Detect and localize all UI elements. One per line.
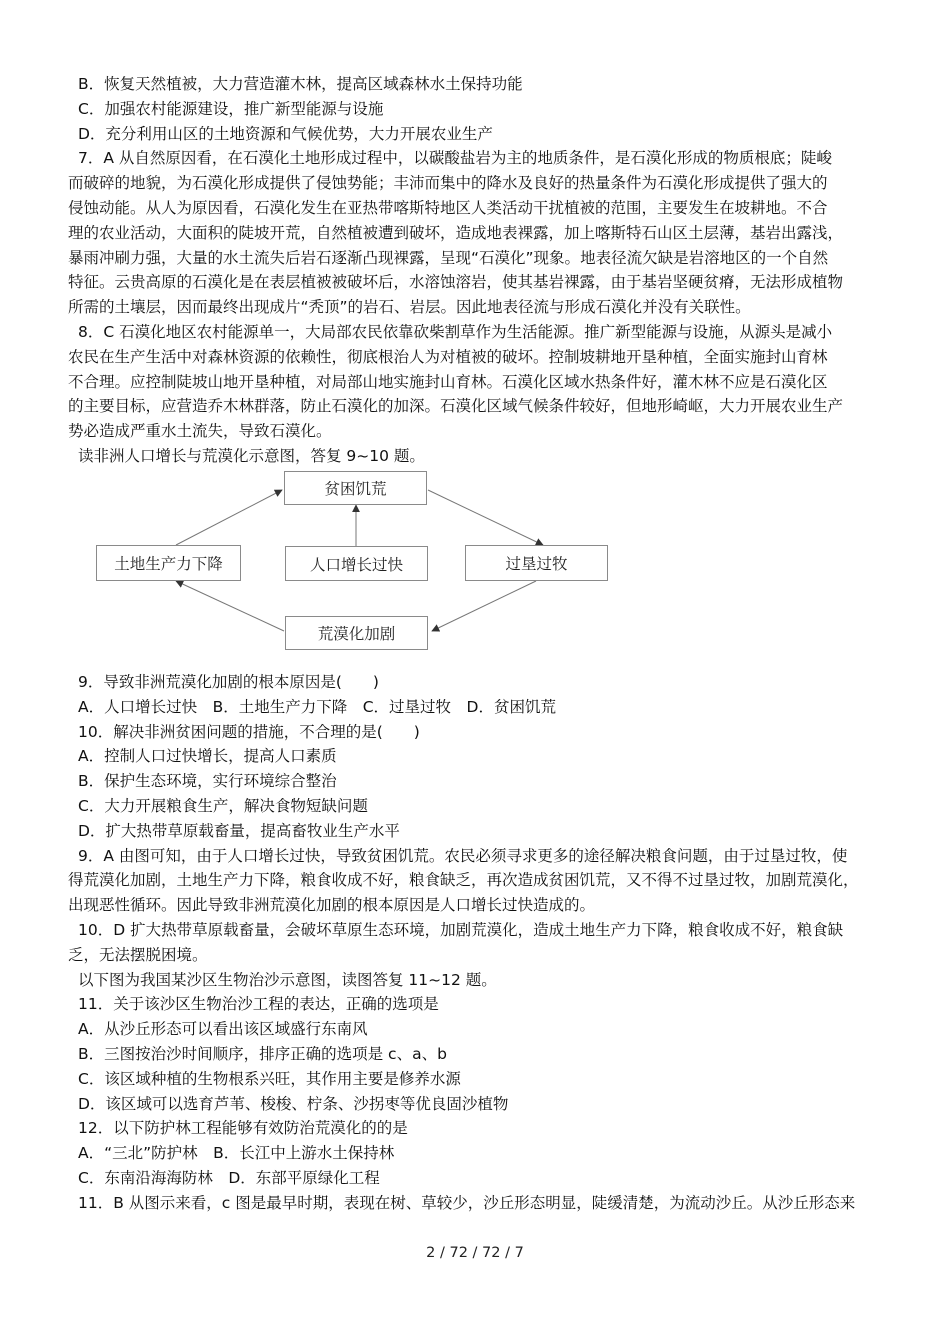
text-line: 而破碎的地貌，为石漠化形成提供了侵蚀势能；丰沛而集中的降水及良好的热量条件为石漠化形成提供了强大的 [68,174,828,193]
text-line: 12．以下防护林工程能够有效防治荒漠化的的是 [78,1119,408,1138]
box-land-productivity-decline: 土地生产力下降 [96,545,241,581]
text-line: 乏，无法摆脱困境。 [68,945,208,964]
text-line: 11．关于该沙区生物治沙工程的表达，正确的选项是 [78,995,439,1014]
box-overcultivation-overgrazing: 过垦过牧 [465,545,608,581]
text-line: 特征。云贵高原的石漠化是在表层植被被破坏后，水溶蚀溶岩，使其基岩裸露，由于基岩坚硬贫瘠，无法形成植物 [68,273,844,292]
text-line: 7．A 从自然原因看，在石漠化土地形成过程中，以碳酸盐岩为主的地质条件，是石漠化形成的物质根底；陡峻 [78,149,832,168]
text-line: 读非洲人口增长与荒漠化示意图，答复 9~10 题。 [78,447,425,465]
box-poverty-famine: 贫困饥荒 [284,471,427,505]
text-line: C．大力开展粮食生产，解决食物短缺问题 [78,797,368,815]
arrow-left-to-top [176,490,282,545]
text-line: D．充分利用山区的土地资源和气候优势，大力开展农业生产 [78,124,493,143]
text-line: 不合理。应控制陡坡山地开垦种植，对局部山地实施封山育林。石漠化区域水热条件好，灌木林不应是石漠化区 [68,372,828,391]
text-line: 以下图为我国某沙区生物治沙示意图，读图答复 11~12 题。 [78,970,497,989]
text-line: 10．解决非洲贫困问题的措施，不合理的是( ) [78,722,420,741]
text-line: C．该区域种植的生物根系兴旺，其作用主要是修养水源 [78,1069,461,1088]
text-line: A．“三北”防护林 B．长江中上游水土保持林 [78,1144,395,1163]
text-line: 的主要目标，应营造乔木林群落，防止石漠化的加深。石漠化区域气候条件较好，但地形崎岖，大力开展农业生产 [68,397,844,416]
text-line: 暴雨冲刷力强，大量的水土流失后岩石逐渐凸现裸露，呈现“石漠化”现象。地表径流欠缺是岩溶地区的一个自然 [68,248,829,267]
arrow-top-to-right [428,490,543,545]
text-line: C．东南沿海海防林 D．东部平原绿化工程 [78,1169,380,1187]
text-line: 9．导致非洲荒漠化加剧的根本原因是( ) [78,673,379,691]
page-footer: 2 / 72 / 72 / 7 [426,1245,524,1261]
box-desertification-intensified: 荒漠化加剧 [285,616,428,650]
text-line: 农民在生产生活中对森林资源的依赖性，彻底根治人为对植被的破坏。控制坡耕地开垦种植，全面实施封山育林 [68,347,828,366]
text-line: 侵蚀动能。从人为原因看，石漠化发生在亚热带喀斯特地区人类活动干扰植被的范围，主要发生在坡耕地。不合 [68,199,828,217]
text-line: C．加强农村能源建设，推广新型能源与设施 [78,99,384,118]
text-line: A．人口增长过快 B．土地生产力下降 C．过垦过牧 D．贫困饥荒 [78,697,556,716]
text-line: B．恢复天然植被，大力营造灌木林，提高区域森林水土保持功能 [78,75,523,93]
text-line: 11．B 从图示来看，c 图是最早时期，表现在树、草较少，沙丘形态明显，陡缓清楚，为流动沙丘。从沙丘形态来 [78,1193,856,1212]
text-line: B．保护生态环境，实行环境综合整治 [78,772,337,791]
text-line: 得荒漠化加剧，土地生产力下降，粮食收成不好，粮食缺乏，再次造成贫困饥荒，又不得不过垦过牧，加剧荒漠化， [68,871,859,890]
text-line: A．从沙丘形态可以看出该区域盛行东南风 [78,1020,368,1039]
box-population-growth: 人口增长过快 [285,546,428,581]
text-line: 8．C 石漠化地区农村能源单一，大局部农民依靠砍柴割草作为生活能源。推广新型能源与设施，从源头是减小 [78,323,833,341]
text-line: A．控制人口过快增长，提高人口素质 [78,747,337,766]
text-line: 势必造成严重水土流失，导致石漠化。 [68,422,332,441]
text-line: D．扩大热带草原载畜量，提高畜牧业生产水平 [78,821,400,840]
africa-desertification-diagram [0,465,950,665]
text-line: 出现恶性循环。因此导致非洲荒漠化加剧的根本原因是人口增长过快造成的。 [68,896,596,915]
text-line: D．该区域可以选育芦苇、梭梭、柠条、沙拐枣等优良固沙植物 [78,1094,509,1113]
text-line: B．三图按治沙时间顺序，排序正确的选项是 c、a、b [78,1045,447,1063]
arrow-right-to-bottom [432,581,536,631]
text-line: 10．D 扩大热带草原载畜量，会破坏草原生态环境，加剧荒漠化，造成土地生产力下降，粮食收成不好，粮食缺 [78,921,844,939]
arrow-bottom-to-left [176,581,284,631]
text-line: 所需的土壤层，因而最终出现成片“秃顶”的岩石、岩层。因此地表径流与形成石漠化并没有关联性。 [68,298,751,317]
text-line: 9．A 由图可知，由于人口增长过快，导致贫困饥荒。农民必须寻求更多的途径解决粮食问题，由于过垦过牧，使 [78,846,848,865]
text-line: 理的农业活动，大面积的陡坡开荒，自然植被遭到破坏，造成地表裸露，加上喀斯特石山区土层薄，基岩出露浅， [68,223,844,242]
